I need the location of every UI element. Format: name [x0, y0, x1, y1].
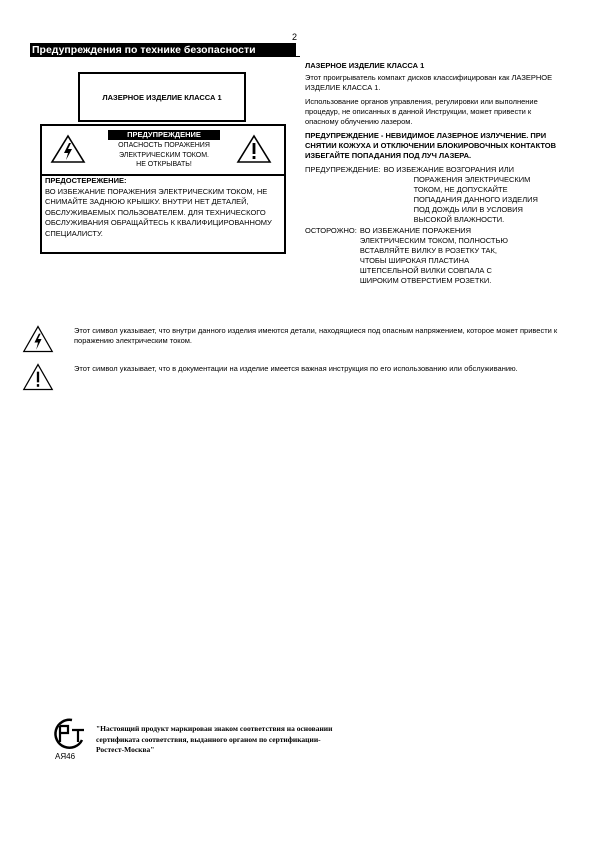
fire-warning [305, 165, 565, 225]
caution-text: ВО ИЗБЕЖАНИЕ ПОРАЖЕНИЯ ЭЛЕКТРИЧЕСКИМ ТОКОМ, НЕ СНИМАЙТЕ ЗАДНЮЮ КРЫШКУ. ВНУТРИ НЕТ ДЕТАЛЕЙ, ОБСЛУЖИВАЕМЫХ ПОЛЬЗОВАТЕЛЕМ. ДЛЯ ТЕХНИЧЕСКОГО ОБСЛУЖИВАНИЯ ОБРАЩАЙТЕСЬ К КВАЛИФИЦИРОВАННОМУ СПЕЦИАЛИСТУ. [45, 186, 272, 238]
right-column [305, 61, 565, 286]
plug-warning-text [357, 226, 565, 286]
rostest-certification-logo [48, 716, 88, 752]
symbol-text: Этот символ указывает, что в документации на изделие имеется важная инструкция по его использованию или обслуживанию. [74, 364, 518, 373]
fire-warning-text [381, 165, 565, 225]
lightning-triangle-icon [22, 324, 54, 354]
exclamation-triangle-icon [236, 134, 272, 164]
warning-title: ПРЕДУПРЕЖДЕНИЕ [108, 130, 220, 140]
plug-line: ВО ИЗБЕЖАНИЕ ПОРАЖЕНИЯ [359, 226, 472, 235]
invisible-laser-warning: ПРЕДУПРЕЖДЕНИЕ - НЕВИДИМОЕ ЛАЗЕРНОЕ ИЗЛУЧЕНИЕ. ПРИ СНЯТИИ КОЖУХА И ОТКЛЮЧЕНИИ БЛОКИРОВОЧНЫХ КОНТАКТОВ ИЗБЕГАЙТЕ ПОПАДАНИЯ ПОД ЛУЧ ЛАЗЕРА. [305, 131, 556, 160]
certification-code: АЯ46 [55, 752, 76, 761]
laser-class-label [78, 72, 246, 122]
fire-line: ПОД ДОЖДЬ ИЛИ В УСЛОВИЯ [413, 205, 523, 214]
plug-line: ЭЛЕКТРИЧЕСКИМ ТОКОМ, ПОЛНОСТЬЮ [359, 236, 508, 245]
lightning-triangle-icon [50, 134, 86, 164]
header-rule [296, 56, 300, 57]
page-number: 2 [292, 32, 298, 42]
laser-text: Этот проигрыватель компакт дисков классифицирован как ЛАЗЕРНОЕ ИЗДЕЛИЕ КЛАССА 1. [305, 73, 553, 92]
laser-heading: ЛАЗЕРНОЕ ИЗДЕЛИЕ КЛАССА 1 [305, 61, 425, 70]
fire-line: ПОРАЖЕНИЯ ЭЛЕКТРИЧЕСКИМ [413, 175, 531, 184]
symbol-explanation [22, 362, 562, 392]
exclamation-triangle-icon [22, 362, 54, 392]
symbol-explanation [22, 324, 562, 354]
laser-class-label-text: ЛАЗЕРНОЕ ИЗДЕЛИЕ КЛАССА 1 [102, 92, 222, 102]
warning-line: НЕ ОТКРЫВАТЬ! [136, 161, 192, 168]
fire-line: ПОПАДАНИЯ ДАННОГО ИЗДЕЛИЯ [413, 195, 538, 204]
plug-line: ВСТАВЛЯЙТЕ ВИЛКУ В РОЗЕТКУ ТАК, [359, 246, 498, 255]
certification-text: "Настоящий продукт маркирован знаком соответствия на основании сертификата соответствия, выданного органом по сертификации-Ростест-Москва" [96, 724, 333, 754]
caution-block [45, 176, 283, 240]
fire-line: ТОКОМ, НЕ ДОПУСКАЙТЕ [413, 185, 508, 194]
controls-text: Использование органов управления, регулировки или выполнение процедур, не описанных в данной Инструкции, может привести к опасному облучению лазером. [305, 97, 538, 126]
fire-line: ВО ИЗБЕЖАНИЕ ВОЗГОРАНИЯ ИЛИ [383, 165, 515, 174]
caution-title: ПРЕДОСТЕРЕЖЕНИЕ: [45, 176, 127, 185]
plug-line: ШИРОКИМ ОТВЕРСТИЕМ РОЗЕТКИ. [359, 276, 492, 285]
symbol-text: Этот символ указывает, что внутри данного изделия имеются детали, находящиеся под опасным напряжением, которое может привести к поражению электрическим током. [74, 326, 558, 345]
fire-line: ВЫСОКОЙ ВЛАЖНОСТИ. [413, 215, 505, 224]
plug-warning-label: ОСТОРОЖНО: [305, 226, 357, 235]
plug-line: ШТЕПСЕЛЬНОЙ ВИЛКИ СОВПАЛА С [359, 266, 492, 275]
warning-line: ОПАСНОСТЬ ПОРАЖЕНИЯ [118, 142, 210, 149]
plug-line: ЧТОБЫ ШИРОКАЯ ПЛАСТИНА [359, 256, 470, 265]
warning-line: ЭЛЕКТРИЧЕСКИМ ТОКОМ. [118, 151, 209, 159]
warning-label [40, 124, 286, 254]
warning-label-top [42, 126, 284, 176]
plug-warning [305, 226, 565, 286]
warning-subtitle [104, 141, 224, 170]
fire-warning-label: ПРЕДУПРЕЖДЕНИЕ: [305, 165, 381, 174]
section-title: Предупреждения по технике безопасности [30, 43, 296, 57]
